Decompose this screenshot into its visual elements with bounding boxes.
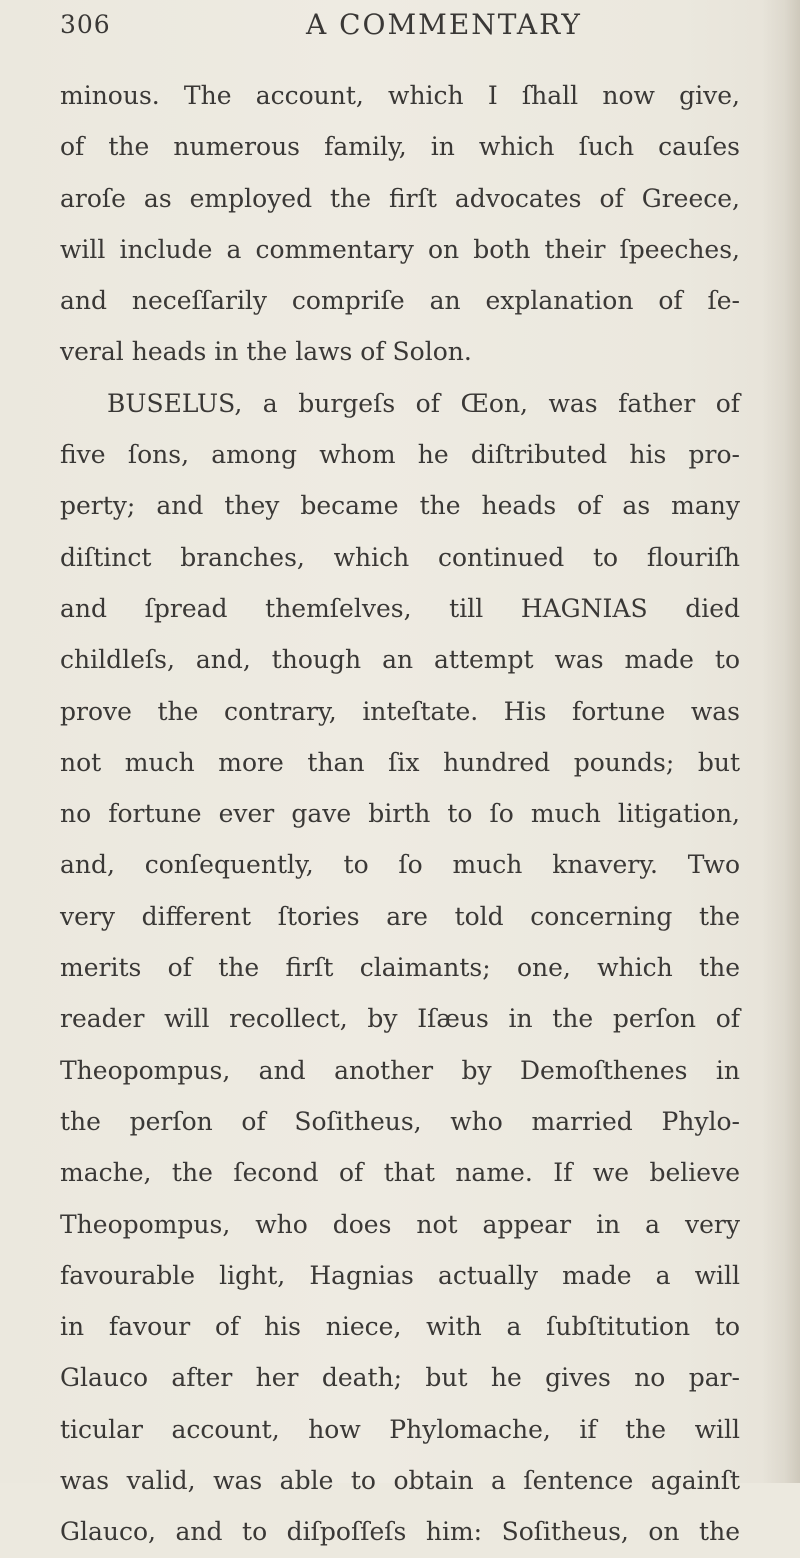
- text-line: diſtinct branches, which continued to flouriſh: [60, 542, 740, 572]
- text-line: prove the contrary, inteſtate. His fortune was: [60, 696, 740, 726]
- page-number: 306: [60, 10, 111, 39]
- text-line: will include a commentary on both their ſpeeches,: [60, 234, 740, 264]
- text-line: childleſs, and, though an attempt was made to: [60, 645, 740, 675]
- text-line: and, conſequently, to ſo much knavery. Two: [60, 850, 740, 880]
- text-line: Theopompus, and another by Demoſthenes in: [60, 1055, 740, 1085]
- body-text: [60, 70, 740, 1558]
- text-line: aroſe as employed the firſt advocates of Greece,: [60, 183, 740, 213]
- text-line: ticular account, how Phylomache, if the will: [60, 1414, 740, 1444]
- text-line: the perſon of Soſitheus, who married Phylo-: [60, 1106, 740, 1136]
- text-line: Theopompus, who does not appear in a very: [60, 1209, 740, 1239]
- text-line: Glauco after her death; but he gives no par-: [60, 1363, 740, 1393]
- text-line: in favour of his niece, with a ſubſtitution to: [60, 1312, 740, 1342]
- text-line: veral heads in the laws of Solon.: [60, 337, 472, 367]
- page-edge-shadow: [762, 0, 800, 1483]
- text-line: five ſons, among whom he diſtributed his pro-: [60, 440, 740, 470]
- page-header: [60, 6, 700, 46]
- text-line: mache, the ſecond of that name. If we believe: [60, 1158, 740, 1188]
- text-line: minous. The account, which I ſhall now give,: [60, 81, 740, 110]
- text-line: very different ſtories are told concerning the: [60, 901, 740, 931]
- running-head: A COMMENTARY: [306, 8, 582, 41]
- text-line: merits of the firſt claimants; one, which the: [60, 953, 740, 983]
- text-line: and ſpread themſelves, till HAGNIAS died: [60, 593, 740, 623]
- text-line: Glauco, and to diſpoſſeſs him: Soſitheus, on the: [60, 1517, 740, 1547]
- text-line: and neceſſarily compriſe an explanation of ſe-: [60, 286, 740, 316]
- text-line: was valid, was able to obtain a ſentence againſt: [60, 1466, 740, 1496]
- text-line: not much more than ſix hundred pounds; but: [60, 747, 740, 777]
- text-line: favourable light, Hagnias actually made a will: [60, 1260, 740, 1290]
- text-line: reader will recollect, by Iſæus in the perſon of: [60, 1004, 740, 1034]
- text-line: of the numerous family, in which ſuch cauſes: [60, 132, 740, 162]
- text-line: no fortune ever gave birth to ſo much litigation,: [60, 799, 740, 829]
- text-line: BUSELUS, a burgeſs of Œon, was father of: [107, 388, 740, 418]
- text-line: perty; and they became the heads of as many: [60, 491, 740, 521]
